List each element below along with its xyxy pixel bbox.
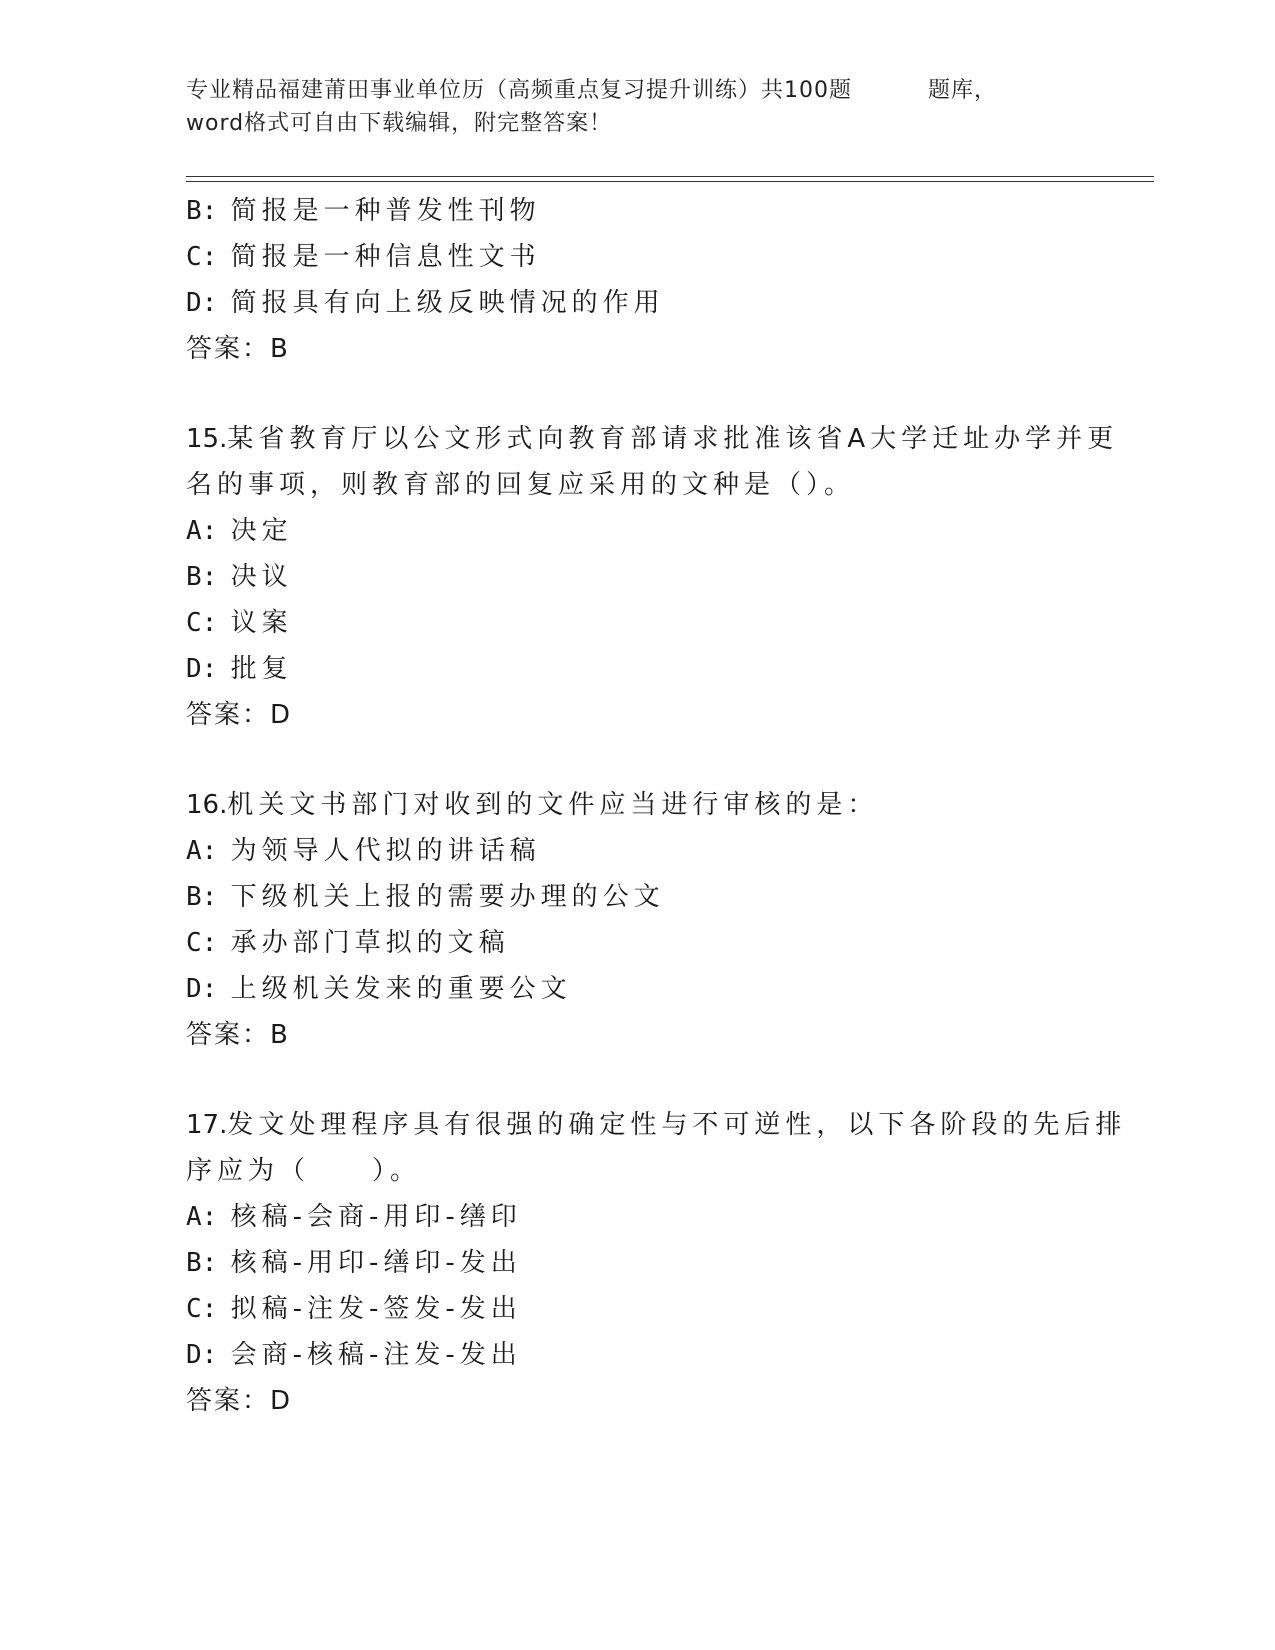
option-d: D: 简报具有向上级反映情况的作用 bbox=[186, 288, 665, 318]
question-text: 16.机关文书部门对收到的文件应当进行审核的是： bbox=[186, 790, 879, 820]
option-c: C: 议案 bbox=[186, 608, 293, 638]
page-header bbox=[186, 74, 1066, 140]
question-16 bbox=[186, 782, 1086, 1058]
question-text: 17.发文处理程序具有很强的确定性与不可逆性，以下各阶段的先后排 bbox=[186, 1110, 1127, 1140]
answer: 答案：D bbox=[186, 700, 293, 730]
question-17 bbox=[186, 1102, 1127, 1424]
question-continued bbox=[186, 188, 1086, 372]
option-a: A: 核稿-会商-用印-缮印 bbox=[186, 1202, 522, 1232]
question-text: 15.某省教育厅以公文形式向教育部请求批准该省A大学迁址办学并更 bbox=[186, 424, 1119, 454]
option-d: D: 上级机关发来的重要公文 bbox=[186, 974, 572, 1004]
option-b: B: 决议 bbox=[186, 562, 293, 592]
header-rule-bottom bbox=[186, 181, 1154, 182]
answer: 答案：B bbox=[186, 1020, 290, 1050]
question-text-cont: 名的事项，则教育部的回复应采用的文种是（）。 bbox=[186, 470, 856, 500]
option-a: A: 为领导人代拟的讲话稿 bbox=[186, 836, 541, 866]
header-title: 专业精品福建莆田事业单位历（高频重点复习提升训练）共100题 bbox=[186, 78, 852, 103]
option-b: B: 下级机关上报的需要办理的公文 bbox=[186, 882, 665, 912]
option-d: D: 会商-核稿-注发-发出 bbox=[186, 1340, 522, 1370]
option-c: C: 简报是一种信息性文书 bbox=[186, 242, 541, 272]
option-d: D: 批复 bbox=[186, 654, 293, 684]
question-list bbox=[186, 188, 1127, 1424]
question-text-cont: 序应为（ ）。 bbox=[186, 1156, 422, 1186]
option-c: C: 拟稿-注发-签发-发出 bbox=[186, 1294, 522, 1324]
header-title-suffix: 题库， bbox=[928, 78, 998, 103]
header-rule-top bbox=[186, 176, 1154, 177]
answer: 答案：B bbox=[186, 334, 290, 364]
answer: 答案：D bbox=[186, 1386, 293, 1416]
option-c: C: 承办部门草拟的文稿 bbox=[186, 928, 510, 958]
option-a: A: 决定 bbox=[186, 516, 293, 546]
option-b: B: 核稿-用印-缮印-发出 bbox=[186, 1248, 522, 1278]
question-15 bbox=[186, 416, 1119, 738]
header-line-2: word格式可自由下载编辑，附完整答案！ bbox=[186, 111, 613, 136]
option-b: B: 简报是一种普发性刊物 bbox=[186, 196, 541, 226]
header-line-1 bbox=[186, 74, 1066, 107]
